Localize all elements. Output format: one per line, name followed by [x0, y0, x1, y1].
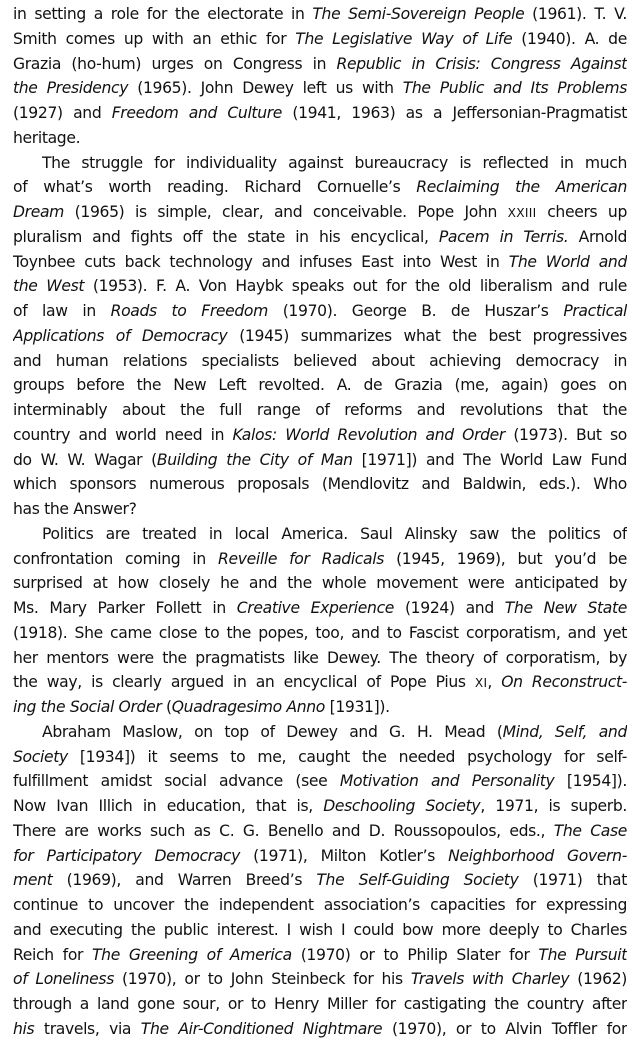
- text-run: (1970), or to John Steinbeck for his: [113, 970, 411, 989]
- italic-title: of Loneliness: [13, 970, 114, 989]
- italic-title: the West: [13, 277, 85, 296]
- text-line: [13, 571, 627, 596]
- italic-title: Deschooling Society: [323, 797, 481, 815]
- italic-title: The World and: [508, 252, 627, 271]
- text-run: There are works such as C. G. Benello and D. Roussopoulos, eds.,: [13, 821, 554, 840]
- text-run: groups before the New Left revolted. A. de Grazia (me, again) goes on: [13, 376, 627, 395]
- text-run: (1965) is simple, clear, and conceivable. Pope John: [64, 203, 508, 221]
- text-run: (1973). But so: [504, 425, 627, 444]
- italic-title: ment: [13, 871, 53, 890]
- text-line: [13, 596, 627, 621]
- text-run: and executing the public interest. I wish I could bow more deeply to Charles: [13, 920, 627, 939]
- text-run: (1970) or to Philip Slater for: [291, 945, 539, 964]
- text-run: pluralism and fights off the state in his encyclical,: [13, 227, 439, 246]
- text-run: (1971) that: [518, 871, 627, 890]
- text-line: [13, 423, 627, 448]
- italic-title: Reveille for Radicals: [218, 549, 384, 568]
- text-run: (1918). She came close to the popes, too, and to Fascist corporatism, and yet: [13, 623, 627, 642]
- text-line: [13, 472, 627, 497]
- text-run: [1954]).: [554, 772, 627, 791]
- italic-title: Pacem in Terris.: [438, 227, 569, 246]
- text-line: [13, 299, 627, 324]
- italic-title: ing the Social Order: [13, 698, 162, 716]
- text-run: , 1971, is superb.: [480, 797, 627, 815]
- text-run: Grazia (ho-hum) urges on Congress in: [13, 54, 337, 73]
- text-run: interminably about the full range of reforms and revolutions that the: [13, 401, 627, 419]
- text-run: Smith comes up with an ethic for: [13, 29, 296, 48]
- text-line: [13, 373, 627, 398]
- text-run: of law in: [13, 302, 111, 320]
- text-line: [13, 200, 627, 225]
- text-line: [13, 646, 627, 671]
- text-run: (1970), or to Alvin Toffler for: [382, 1019, 627, 1038]
- text-run: [1931]).: [325, 698, 390, 716]
- italic-title: The Air-Conditioned Nightmare: [140, 1019, 383, 1038]
- text-run: do W. W. Wagar (: [13, 450, 157, 469]
- italic-title: Roads to Freedom: [110, 302, 268, 320]
- text-line: [13, 695, 627, 720]
- roman-numeral: XI: [474, 676, 488, 691]
- text-line: [13, 250, 627, 275]
- italic-title: Building the City of Man: [156, 450, 353, 469]
- italic-title: Reclaiming the American: [416, 178, 627, 197]
- text-line: [13, 175, 627, 200]
- text-line: [13, 324, 627, 349]
- text-line: [13, 745, 627, 770]
- document-page: [13, 2, 627, 1042]
- text-line: [13, 547, 627, 572]
- italic-title: Mind, Self, and: [502, 722, 627, 741]
- text-run: Arnold: [568, 227, 627, 246]
- text-line: [13, 992, 627, 1017]
- text-run: (: [161, 698, 172, 716]
- paragraph-first-line: [13, 522, 627, 547]
- text-line: [13, 76, 627, 101]
- text-run: Politics are treated in local America. Saul Alinsky saw the politics of: [42, 524, 627, 543]
- text-run: confrontation coming in: [13, 549, 219, 568]
- italic-title: the Presidency: [13, 79, 129, 98]
- text-run: her mentors were the pragmatists like Dewey. The theory of corporatism, by: [13, 648, 627, 667]
- text-run: country and world need in: [13, 425, 233, 444]
- text-line: [13, 27, 627, 52]
- text-line: [13, 497, 627, 522]
- text-line: [13, 819, 627, 844]
- italic-title: On Reconstruct-: [501, 673, 627, 692]
- text-line: [13, 893, 627, 918]
- text-run: (1953). F. A. Von Haybk speaks out for the old liberalism and rule: [84, 277, 627, 296]
- text-line: [13, 794, 627, 819]
- text-run: (1945, 1969), but you’d be: [384, 549, 627, 568]
- text-line: [13, 126, 627, 151]
- text-run: continue to uncover the independent association’s capacities for expressing: [13, 896, 627, 914]
- paragraph-first-line: [13, 720, 627, 745]
- text-run: (1945) summarizes what the best progressives: [227, 326, 627, 345]
- text-line: [13, 918, 627, 943]
- text-run: cheers up: [536, 203, 627, 221]
- text-run: Ms. Mary Parker Follett in: [13, 599, 237, 617]
- text-run: and human relations specialists believed about achieving democracy in: [13, 351, 627, 370]
- text-run: ,: [487, 673, 502, 692]
- italic-title: Applications of Democracy: [13, 326, 228, 345]
- text-run: [1934]) it seems to me, caught the needed psychology for self-: [67, 747, 627, 766]
- text-run: surprised at how closely he and the whole movement were anticipated by: [13, 574, 627, 593]
- text-line: [13, 225, 627, 250]
- italic-title: Republic in Crisis: Congress Against: [336, 54, 627, 73]
- italic-title: The Pursuit: [538, 945, 627, 964]
- text-run: (1971), Milton Kotler’s: [240, 846, 449, 865]
- text-run: (1961). T. V.: [524, 5, 627, 23]
- roman-numeral: XXIII: [507, 206, 537, 220]
- italic-title: The Self-Guiding Society: [316, 871, 519, 890]
- italic-title: Freedom and Culture: [111, 104, 283, 122]
- text-run: (1941, 1963) as a Jeffersonian-Pragmatist: [282, 104, 627, 122]
- text-run: has the Answer?: [13, 500, 137, 518]
- text-run: through a land gone sour, or to Henry Miller for castigating the country after: [13, 995, 627, 1013]
- text-run: (1940). A. de: [512, 29, 627, 48]
- text-line: [13, 1017, 627, 1042]
- text-run: (1969), and Warren Breed’s: [52, 871, 317, 890]
- text-line: [13, 274, 627, 299]
- italic-title: Dream: [13, 203, 65, 221]
- text-run: which sponsors numerous proposals (Mendlovitz and Baldwin, eds.). Who: [13, 475, 627, 494]
- text-line: [13, 2, 627, 27]
- text-run: fulfillment amidst social advance (see: [13, 772, 340, 791]
- text-line: [13, 101, 627, 126]
- italic-title: Society: [13, 747, 68, 766]
- paragraph-first-line: [13, 151, 627, 176]
- italic-title: Practical: [563, 302, 627, 320]
- text-line: [13, 769, 627, 794]
- text-run: The struggle for individuality against bureaucracy is reflected in much: [42, 153, 627, 172]
- text-run: [1971]) and The World Law Fund: [352, 450, 627, 469]
- text-line: [13, 868, 627, 893]
- text-run: travels, via: [34, 1019, 141, 1038]
- text-line: [13, 448, 627, 473]
- italic-title: his: [13, 1019, 35, 1038]
- text-line: [13, 349, 627, 374]
- text-run: the way, is clearly argued in an encyclical of Pope Pius: [13, 673, 475, 692]
- italic-title: Quadragesimo Anno: [171, 698, 325, 716]
- italic-title: Creative Experience: [236, 599, 395, 617]
- text-line: [13, 943, 627, 968]
- italic-title: The Legislative Way of Life: [295, 29, 513, 48]
- text-run: Abraham Maslow, on top of Dewey and G. H. Mead (: [42, 722, 503, 741]
- italic-title: for Participatory Democracy: [13, 846, 241, 865]
- text-run: (1962): [569, 970, 627, 989]
- text-line: [13, 621, 627, 646]
- italic-title: The New State: [504, 599, 627, 617]
- text-run: heritage.: [13, 128, 81, 147]
- text-line: [13, 670, 627, 695]
- text-run: (1965). John Dewey left us with: [128, 79, 403, 98]
- text-run: Reich for: [13, 945, 92, 964]
- italic-title: The Public and Its Problems: [402, 79, 627, 98]
- italic-title: Travels with Charley: [410, 970, 570, 989]
- text-line: [13, 52, 627, 77]
- text-line: [13, 844, 627, 869]
- text-line: [13, 398, 627, 423]
- italic-title: The Semi-Sovereign People: [312, 5, 525, 23]
- italic-title: Kalos: World Revolution and Order: [232, 425, 505, 444]
- italic-title: Neighborhood Govern-: [448, 846, 627, 865]
- text-run: (1970). George B. de Huszar’s: [267, 302, 564, 320]
- italic-title: The Greening of America: [92, 945, 292, 964]
- text-run: of what’s worth reading. Richard Cornuelle’s: [13, 178, 417, 197]
- text-run: (1924) and: [394, 599, 505, 617]
- text-line: [13, 967, 627, 992]
- italic-title: The Case: [553, 821, 627, 840]
- text-run: Now Ivan Illich in education, that is,: [13, 797, 324, 815]
- italic-title: Motivation and Personality: [339, 772, 555, 791]
- text-run: in setting a role for the electorate in: [13, 5, 313, 23]
- text-run: (1927) and: [13, 104, 112, 122]
- text-run: Toynbee cuts back technology and infuses East into West in: [13, 252, 509, 271]
